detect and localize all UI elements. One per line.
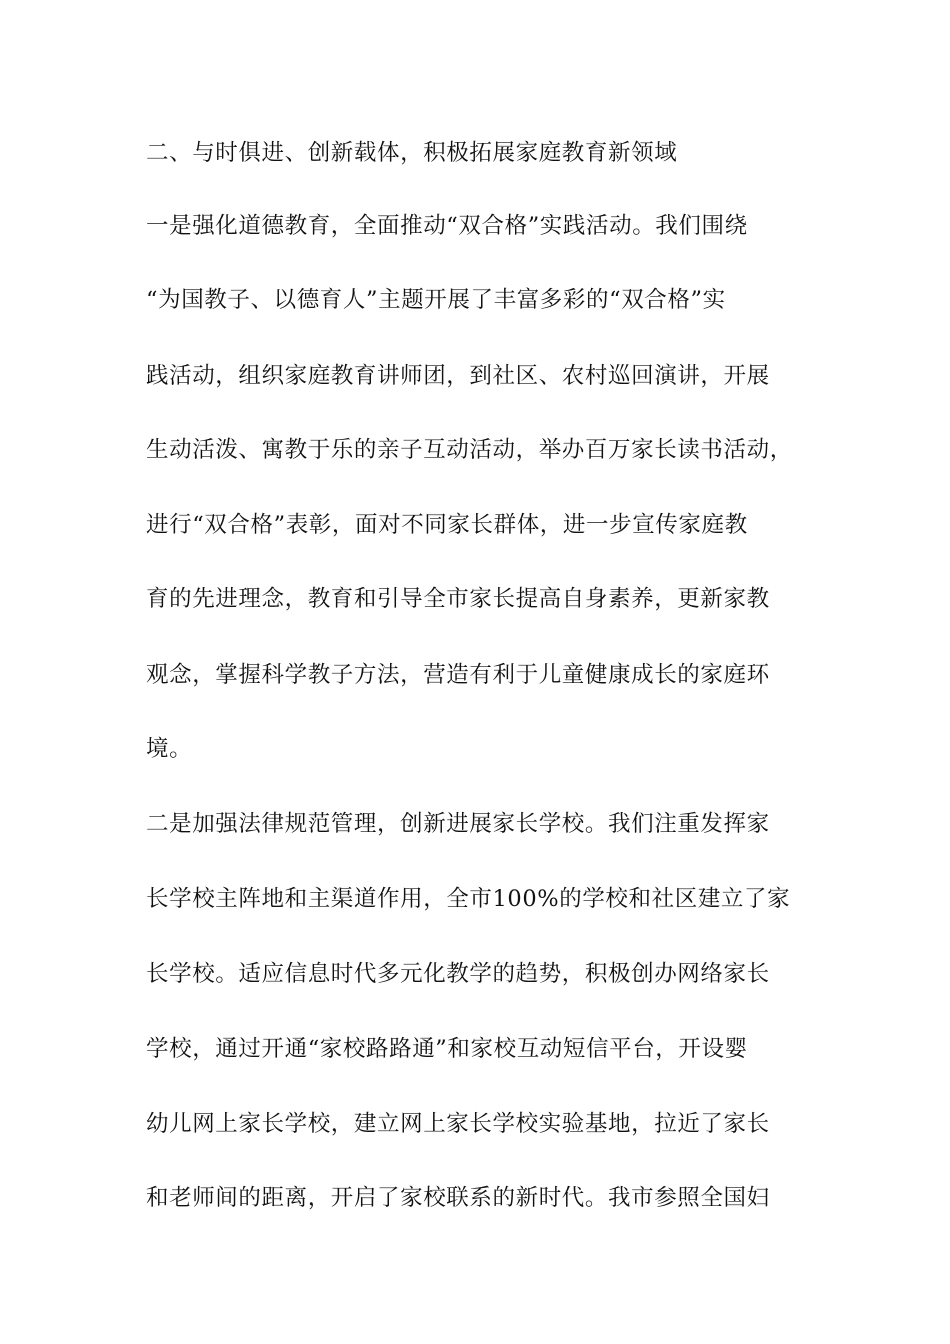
paragraph-line: 幼儿网上家长学校，建立网上家长学校实验基地，拉近了家长 bbox=[146, 1111, 770, 1137]
paragraph-line: 和老师间的距离，开启了家校联系的新时代。我市参照全国妇 bbox=[146, 1185, 770, 1211]
paragraph-line: 生动活泼、寓教于乐的亲子互动活动，举办百万家长读书活动， bbox=[146, 437, 793, 463]
paragraph-line: 一是强化道德教育，全面推动“双合格”实践活动。我们围绕 bbox=[146, 213, 748, 239]
paragraph-line: 育的先进理念，教育和引导全市家长提高自身素养，更新家教 bbox=[146, 586, 770, 612]
section-heading: 二、与时俱进、创新载体，积极拓展家庭教育新领域 bbox=[146, 140, 678, 166]
paragraph-line: 境。 bbox=[146, 736, 193, 762]
paragraph-line: 长学校。适应信息时代多元化教学的趋势，积极创办网络家长 bbox=[146, 961, 770, 987]
paragraph-line: 践活动，组织家庭教育讲师团，到社区、农村巡回演讲，开展 bbox=[146, 363, 770, 389]
paragraph-line: 二是加强法律规范管理，创新进展家长学校。我们注重发挥家 bbox=[146, 811, 770, 837]
paragraph-line: 进行“双合格”表彰，面对不同家长群体，进一步宣传家庭教 bbox=[146, 512, 748, 538]
paragraph-line: “为国教子、以德育人”主题开展了丰富多彩的“双合格”实 bbox=[146, 287, 726, 313]
paragraph-line: 学校，通过开通“家校路路通”和家校互动短信平台，开设婴 bbox=[146, 1036, 748, 1062]
paragraph-line: 长学校主阵地和主渠道作用，全市100%的学校和社区建立了家 bbox=[146, 886, 791, 912]
paragraph-line: 观念，掌握科学教子方法，营造有利于儿童健康成长的家庭环 bbox=[146, 662, 770, 688]
